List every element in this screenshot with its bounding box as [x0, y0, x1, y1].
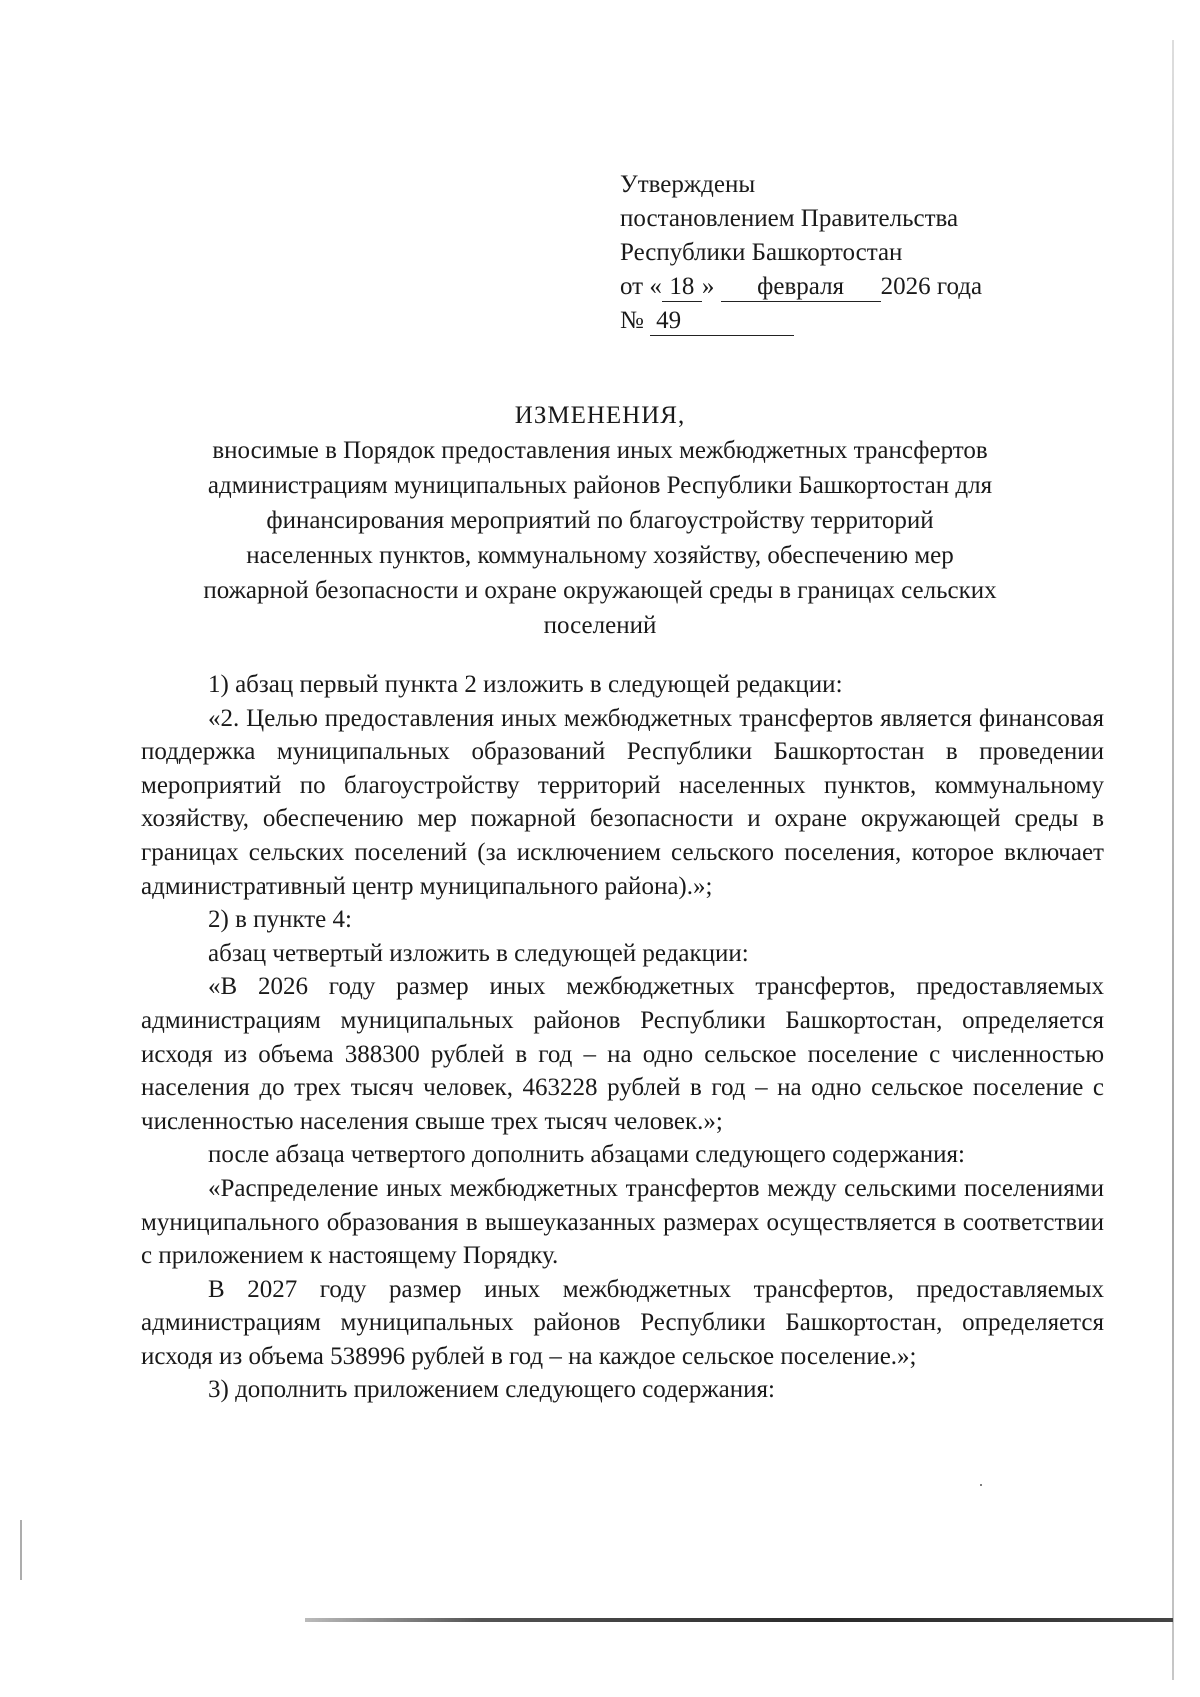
document-subtitle: вносимые в Порядок предоставления иных межбюджетных трансфертов администрациям муниципальных районов Республики Башкортостан для финансирования мероприятий по благоустройству территорий населенных пунктов, коммунальному хозяйству, обеспечению мер пожарной безопасности и охране окружающей среды в границах сельских поселений	[203, 437, 997, 639]
paragraph-7: «Распределение иных межбюджетных трансфертов между сельскими поселениями муниципального образования в вышеуказанных размерах осуществляется в соответствии с приложением к настоящему Порядку.	[141, 1174, 1104, 1270]
scan-artifact-dot	[980, 1484, 982, 1486]
approval-stamp-block	[620, 168, 1040, 338]
date-day: 18	[662, 273, 702, 302]
approval-line-3: Республики Башкортостан	[620, 239, 903, 266]
document-body	[141, 668, 1104, 1407]
paragraph-2: «2. Целью предоставления иных межбюджетных трансфертов является финансовая поддержка муниципальных образований Республики Башкортостан в проведении мероприятий по благоустройству территорий населенных пунктов, коммунальному хозяйству, обеспечению мер пожарной безопасности и охране окружающей среды в границах сельских поселений (за исключением сельского поселения, которое включает административный центр муниципального района).»;	[141, 704, 1104, 900]
date-month: февраля	[721, 273, 881, 302]
approval-number-line	[620, 304, 1040, 338]
date-year: 2026 года	[880, 273, 983, 300]
scan-edge-left	[20, 1520, 22, 1580]
approval-date-line	[620, 270, 1040, 304]
number-prefix: №	[620, 307, 644, 334]
approval-line-1: Утверждены	[620, 171, 756, 198]
paragraph-6: после абзаца четвертого дополнить абзацами следующего содержания:	[208, 1141, 965, 1169]
paragraph-1: 1) абзац первый пункта 2 изложить в следующей редакции:	[208, 671, 843, 698]
paragraph-9: 3) дополнить приложением следующего содержания:	[208, 1376, 775, 1404]
date-prefix: от «	[620, 273, 662, 300]
document-number: 49	[650, 307, 794, 336]
scan-edge-right	[1172, 40, 1174, 1680]
paragraph-5: «В 2026 году размер иных межбюджетных трансфертов, предоставляемых администрациям муниципальных районов Республики Башкортостан, определяется исходя из объема 388300 рублей в год – на одно сельское поселение с численностью населения до трех тысяч человек, 463228 рублей в год – на одно сельское поселение с численностью населения свыше трех тысяч человек.»;	[141, 973, 1104, 1135]
paragraph-4: абзац четвертый изложить в следующей редакции:	[208, 939, 749, 967]
document-title-block	[140, 398, 1060, 643]
paragraph-8: В 2027 году размер иных межбюджетных трансфертов, предоставляемых администрациям муниципальных районов Республики Башкортостан, определяется исходя из объема 538996 рублей в год – на каждое сельское поселение.»;	[141, 1275, 1104, 1370]
paragraph-3: 2) в пункте 4:	[208, 906, 352, 934]
document-heading: ИЗМЕНЕНИЯ,	[514, 402, 686, 429]
approval-line-2: постановлением Правительства	[620, 205, 959, 232]
scan-bottom-bar	[305, 1618, 1173, 1622]
date-mid: »	[701, 273, 715, 300]
